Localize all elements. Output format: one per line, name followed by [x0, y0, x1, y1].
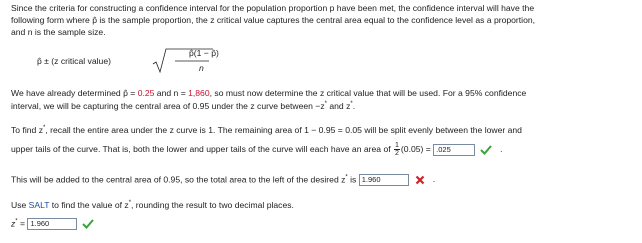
formula-numerator: p̂(1 − p̂): [189, 48, 219, 58]
n-value: 1,860: [188, 88, 210, 98]
z-star-answer-field[interactable]: 1.960: [27, 218, 77, 230]
incorrect-x-icon: [415, 175, 425, 185]
para3-line-2: upper tails of the curve. That is, both the lower and upper tails of the curve will each have an area of $\frac{1}{2}$ (0.05) = .025 .: [11, 142, 503, 157]
intro-line-3: and n is the sample size.: [11, 27, 106, 37]
formula-denominator: n: [199, 63, 204, 73]
final-answer-row: z* = 1.960: [11, 218, 94, 230]
para4: This will be added to the central area of 0.95, so the total area to the left of the desired z* is 1.960 .: [11, 174, 436, 185]
formula-prefix: p̂ ± (z critical value): [37, 56, 111, 66]
left-area-answer-field[interactable]: 1.960: [359, 174, 409, 186]
z-star-label: z: [11, 218, 16, 229]
para5: Use SALT to find the value of z*, rounding the result to two decimal places.: [11, 200, 294, 210]
check-icon: [480, 145, 492, 155]
one-half-fraction: $\frac{1}{2}$: [395, 142, 399, 157]
p-hat-value: 0.25: [137, 88, 155, 98]
para3-line-1: To find z*, recall the entire area under the z curve is 1. The remaining area of 1 − 0.95 = 0.05 will be split evenly between the lower and: [11, 125, 522, 135]
intro-line-2: following form where p̂ is the sample proportion, the z critical value captures the central area equal to the confidence level as a proportion,: [11, 15, 536, 25]
salt-link[interactable]: SALT: [28, 200, 50, 210]
intro-line-1: Since the criteria for constructing a confidence interval for the population proportion p have been met, the confidence interval will have the: [11, 3, 535, 13]
para2-line-2: interval, we will be capturing the central area of 0.95 under the z curve between −z* and z*.: [11, 101, 356, 111]
para2-line-1: We have already determined p̂ = 0.25 and n = 1,860, so must now determine the z critical value that will be used. For a 95% confidence: [11, 88, 527, 98]
check-icon: [82, 219, 94, 229]
tail-area-answer-field[interactable]: .025: [433, 144, 475, 156]
